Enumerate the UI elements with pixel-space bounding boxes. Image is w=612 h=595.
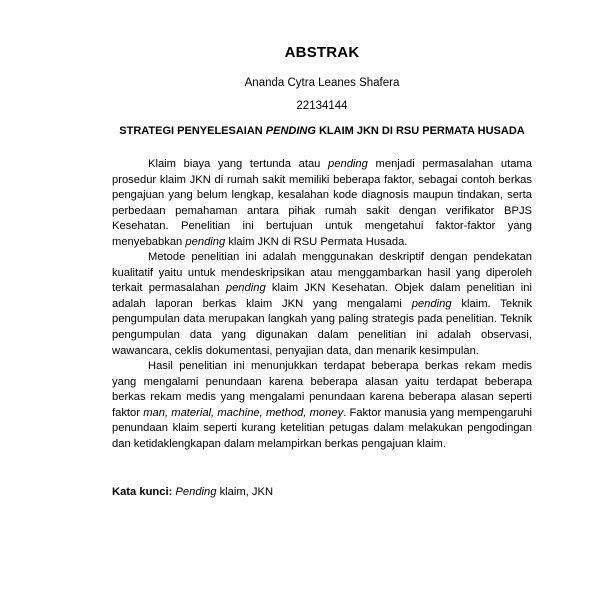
p3-text-a: Hasil penelitian ini menunjukkan terdapat beberapa berkas rekam medis yang mengalami penundaan karena beberapa alasan yaitu terdapat beberapa berkas rekam medis yang mengalami penundaan karena beberapa alasan seperti faktor <box>112 360 532 419</box>
student-id: 22134144 <box>296 100 348 112</box>
p3-text-b: man, material, machine, method, money <box>143 406 344 419</box>
p1-text-e: klaim JKN di RSU Permata Husada. <box>225 235 408 248</box>
abstract-paragraph-method <box>112 250 532 359</box>
keywords-rest: klaim, JKN <box>216 486 274 498</box>
p2-text-d: pending <box>411 297 452 310</box>
abstract-paragraph-results <box>112 359 532 453</box>
keywords-line <box>112 485 532 501</box>
abstract-paragraph-background <box>112 157 532 251</box>
thesis-title-emphasis: PENDING <box>265 125 316 137</box>
keyword-pending: Pending <box>175 486 217 498</box>
p1-text-b: pending <box>328 158 368 170</box>
p1-text-c: menjadi permasalahan utama prosedur klaim JKN di rumah sakit memiliki beberapa faktor, sebagai contoh berkas pengajuan yang belum lengkap, kesalahan kode diagnosis maupun tindakan, serta perbedaan pemahaman antara pihak rumah sakit dengan verifikator BPJS Kesehatan. Penelitian ini bertujuan untuk mengetahui faktor-faktor yang menyebabkan <box>112 158 532 248</box>
p2-text-c: klaim JKN Kesehatan. Objek dalam penelitian ini adalah laporan berkas klaim JKN yang mengalami <box>112 282 532 310</box>
p2-text-e: klaim. Teknik pengumpulan data merupakan langkah yang paling strategis pada penelitian. Teknik pengumpulan data yang digunakan dalam penelitian ini adalah observasi, wawancara, ceklis dokumentasi, penyajian data, dan menarik kesimpulan. <box>112 297 532 357</box>
p1-text-a: Klaim biaya yang tertunda atau <box>148 158 329 170</box>
thesis-title <box>112 124 532 138</box>
p1-text-d: pending <box>185 235 226 248</box>
p3-text-c: . Faktor manusia yang mempengaruhi penundaan klaim seperti kurang ketelitian petugas dalam melakukan pengodingan dan ketidaklengkapan dalam melampirkan berkas pengajuan klaim. <box>112 406 532 450</box>
author-name: Ananda Cytra Leanes Shafera <box>244 77 400 89</box>
thesis-title-pre: STRATEGI PENYELESAIAN <box>119 125 266 137</box>
p2-text-a: Metode penelitian ini adalah menggunakan deskriptif dengan pendekatan kualitatif yaitu untuk mendeskripsikan atau menggambarkan hasil yang diperoleh terkait permasalahan <box>112 251 532 295</box>
thesis-title-post: KLAIM JKN DI RSU PERMATA HUSADA <box>315 125 525 137</box>
p2-text-b: pending <box>225 282 266 295</box>
abstract-title: ABSTRAK <box>284 44 360 61</box>
keywords-label: Kata kunci: <box>112 486 173 498</box>
